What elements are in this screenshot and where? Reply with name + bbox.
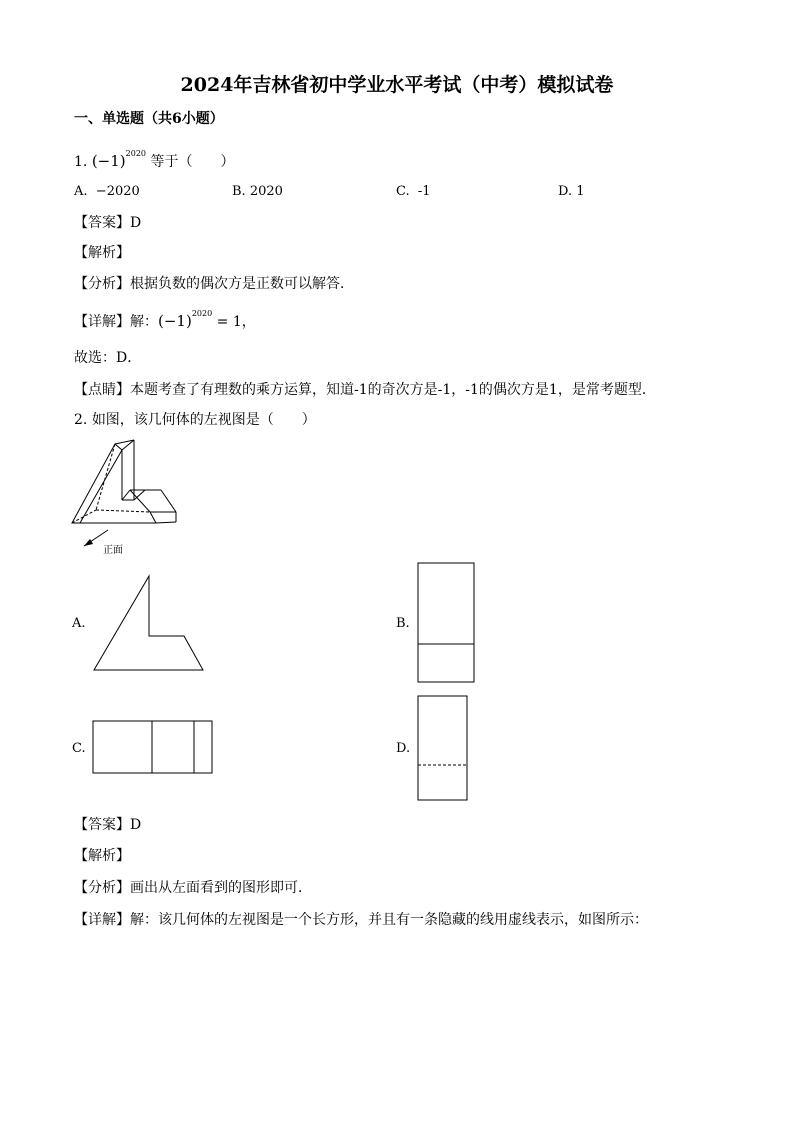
analysis-tag: 【分析】 [74,880,130,896]
analysis-text: 根据负数的偶次方是正数可以解答． [130,276,354,292]
q2-answer [74,816,141,834]
remark-text: 本题考查了有理数的乘方运算，知道-1的奇次方是-1，-1的偶次方是1，是常考题型． [130,382,656,398]
option-text: -1 [417,184,431,199]
q2-option-b-label[interactable]: B. [396,616,410,631]
power-exponent: 2020 [125,149,146,158]
q1-jiexi: 【解析】 [74,245,130,261]
detail-prefix: 解： [130,314,158,330]
option-label: C. [396,184,410,199]
question-stem: 如图，该几何体的左视图是（ ） [91,412,316,428]
analysis-text: 画出从左面看到的图形即可． [130,880,312,896]
q2-option-b-figure[interactable] [417,562,475,684]
q2-detail [74,911,648,929]
question-number: 1. [74,154,88,170]
q2-jiexi: 【解析】 [74,848,130,864]
detail-result: = 1， [216,314,256,330]
answer-value: D [130,215,142,231]
question-1 [74,149,235,173]
q2-option-a-label[interactable]: A. [72,616,86,631]
answer-value: D [130,817,142,833]
q1-detail [74,309,256,333]
q2-option-a-figure[interactable] [92,574,207,674]
q1-remark [74,381,656,399]
detail-text: 解：该几何体的左视图是一个长方形，并且有一条隐藏的线用虚线表示，如图所示： [130,912,648,928]
detail-tag: 【详解】 [74,912,130,928]
q2-option-d-figure[interactable] [417,695,469,802]
solid-figure [70,440,190,560]
q1-choice: 故选：D． [74,350,142,366]
option-text: 2020 [249,184,283,199]
answer-tag: 【答案】 [74,817,130,833]
q1-option-d[interactable] [558,183,585,201]
option-label: B. [232,184,246,199]
answer-tag: 【答案】 [74,215,130,231]
q1-option-c[interactable] [396,183,431,201]
power-base: (−1) [91,152,126,170]
question-2 [74,411,316,429]
detail-tag: 【详解】 [74,314,130,330]
q1-option-b[interactable] [232,183,283,201]
q2-option-c-figure[interactable] [92,720,214,775]
q2-analysis [74,879,312,897]
analysis-tag: 【分析】 [74,276,130,292]
question-number: 2. [74,412,88,428]
q2-option-c-label[interactable]: C. [72,741,86,756]
option-label: A. [74,184,88,199]
q1-analysis [74,275,354,293]
section-heading: 一、单选题（共6小题） [74,111,224,127]
power-base: (−1) [158,312,192,330]
option-text: −2020 [95,184,140,199]
page-title: 2024年吉林省初中学业水平考试（中考）模拟试卷 [180,74,614,96]
question-stem: 等于（ ） [150,154,235,170]
option-text: 1 [576,184,585,199]
q1-answer [74,214,141,232]
front-label: 正面 [103,545,123,556]
remark-tag: 【点睛】 [74,382,130,398]
power-exponent: 2020 [191,309,213,318]
option-label: D. [558,184,573,199]
q1-option-a[interactable] [74,183,140,201]
q2-option-d-label[interactable]: D. [396,741,411,756]
